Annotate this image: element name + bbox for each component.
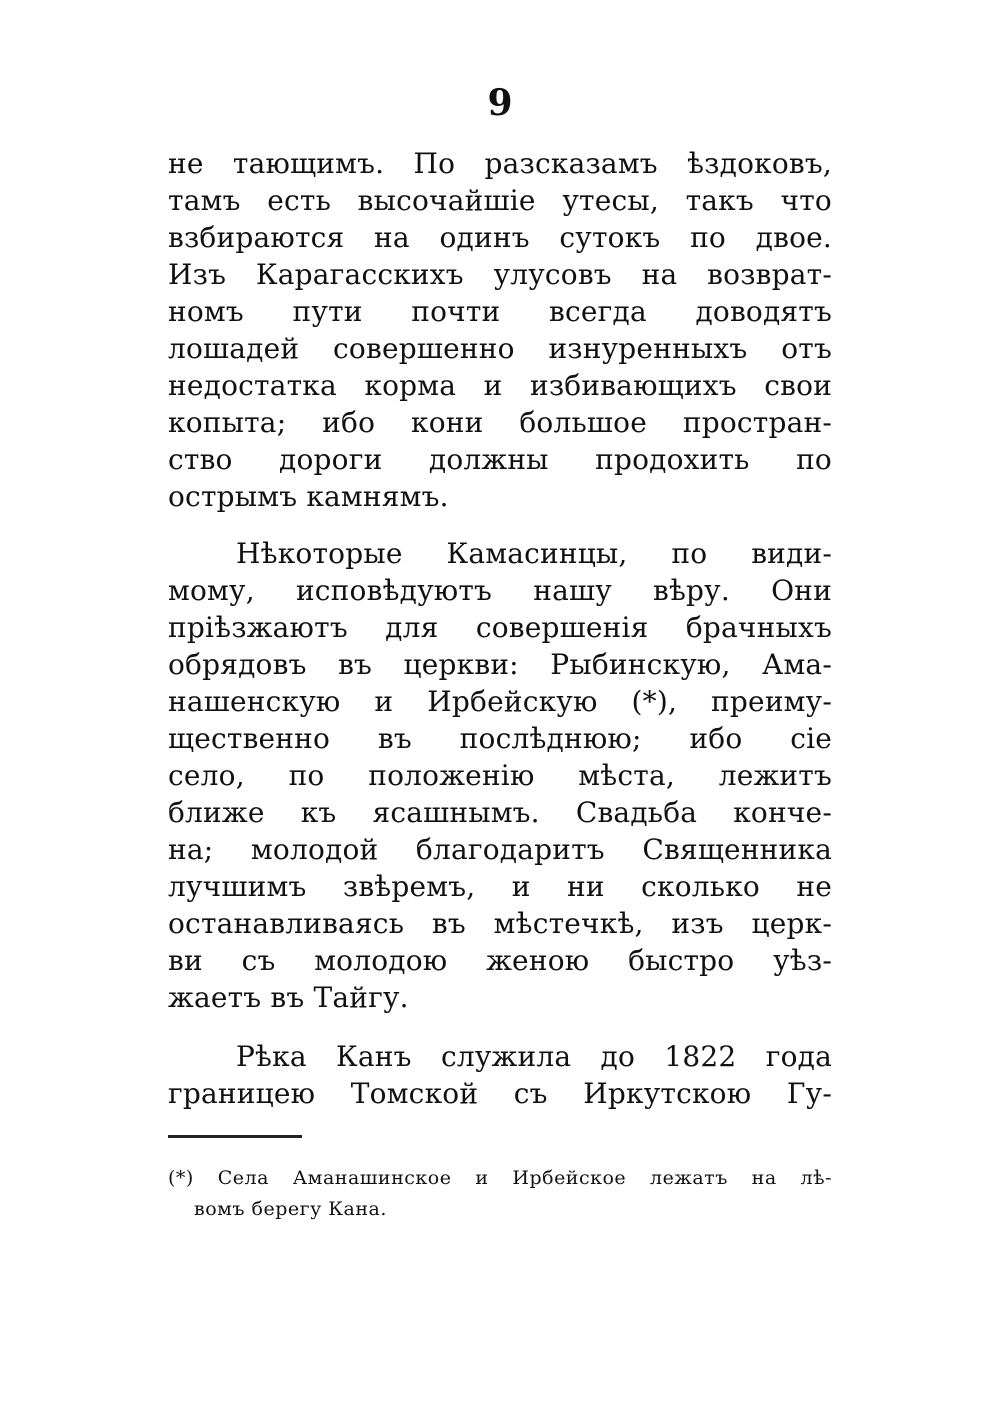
text-line: село, по положенію мѣста, лежитъ (168, 759, 832, 792)
text-line: Рѣка Канъ служила до 1822 года (236, 1040, 832, 1073)
page-number: 9 (487, 82, 513, 124)
text-line: нашенскую и Ирбейскую (*), преиму- (168, 685, 832, 718)
text-line: ви съ молодою женою быстро уѣз- (168, 944, 832, 977)
text-line: тамъ есть высочайшіе утесы, такъ что (168, 184, 832, 217)
footnote (168, 1163, 832, 1225)
text-line: лучшимъ звѣремъ, и ни сколько не (168, 870, 832, 903)
text-line: не тающимъ. По разсказамъ ѣздоковъ, (168, 147, 832, 180)
text-line: пріѣзжаютъ для совершенія брачныхъ (168, 611, 832, 644)
text-line: на; молодой благодаритъ Священника (168, 833, 832, 866)
text-line: ближе къ ясашнымъ. Свадьба конче- (168, 796, 832, 829)
text-line: острымъ камнямъ. (168, 480, 449, 513)
text-line: останавливаясь въ мѣстечкѣ, изъ церк- (168, 907, 832, 940)
text-line: ство дороги должны продохить по (168, 443, 832, 476)
footnote-line: (*) Села Аманашинское и Ирбейское лежатъ на лѣ- (168, 1167, 832, 1189)
text-line: мому, исповѣдуютъ нашу вѣру. Они (168, 574, 832, 607)
text-line: Нѣкоторые Камасинцы, по види- (236, 537, 832, 570)
paragraph-1 (168, 145, 832, 515)
text-line: Изъ Карагасскихъ улусовъ на возврат- (168, 258, 832, 291)
paragraph-3 (168, 1038, 832, 1112)
footnote-line: вомъ берегу Кана. (194, 1198, 387, 1220)
text-line: копыта; ибо кони большое простран- (168, 406, 832, 439)
text-line: номъ пути почти всегда доводятъ (168, 295, 832, 328)
text-line: взбираются на одинъ сутокъ по двое. (168, 221, 832, 254)
text-line: обрядовъ въ церкви: Рыбинскую, Ама- (168, 648, 832, 681)
text-line: недостатка корма и избивающихъ свои (168, 369, 832, 402)
text-line: границею Томской съ Иркутскою Гу- (168, 1077, 832, 1110)
paragraph-2 (168, 535, 832, 1016)
text-line: лошадей совершенно изнуренныхъ отъ (168, 332, 832, 365)
footnote-separator (168, 1135, 302, 1138)
text-line: жаетъ въ Тайгу. (168, 981, 409, 1014)
text-line: щественно въ послѣднюю; ибо сіе (168, 722, 832, 755)
